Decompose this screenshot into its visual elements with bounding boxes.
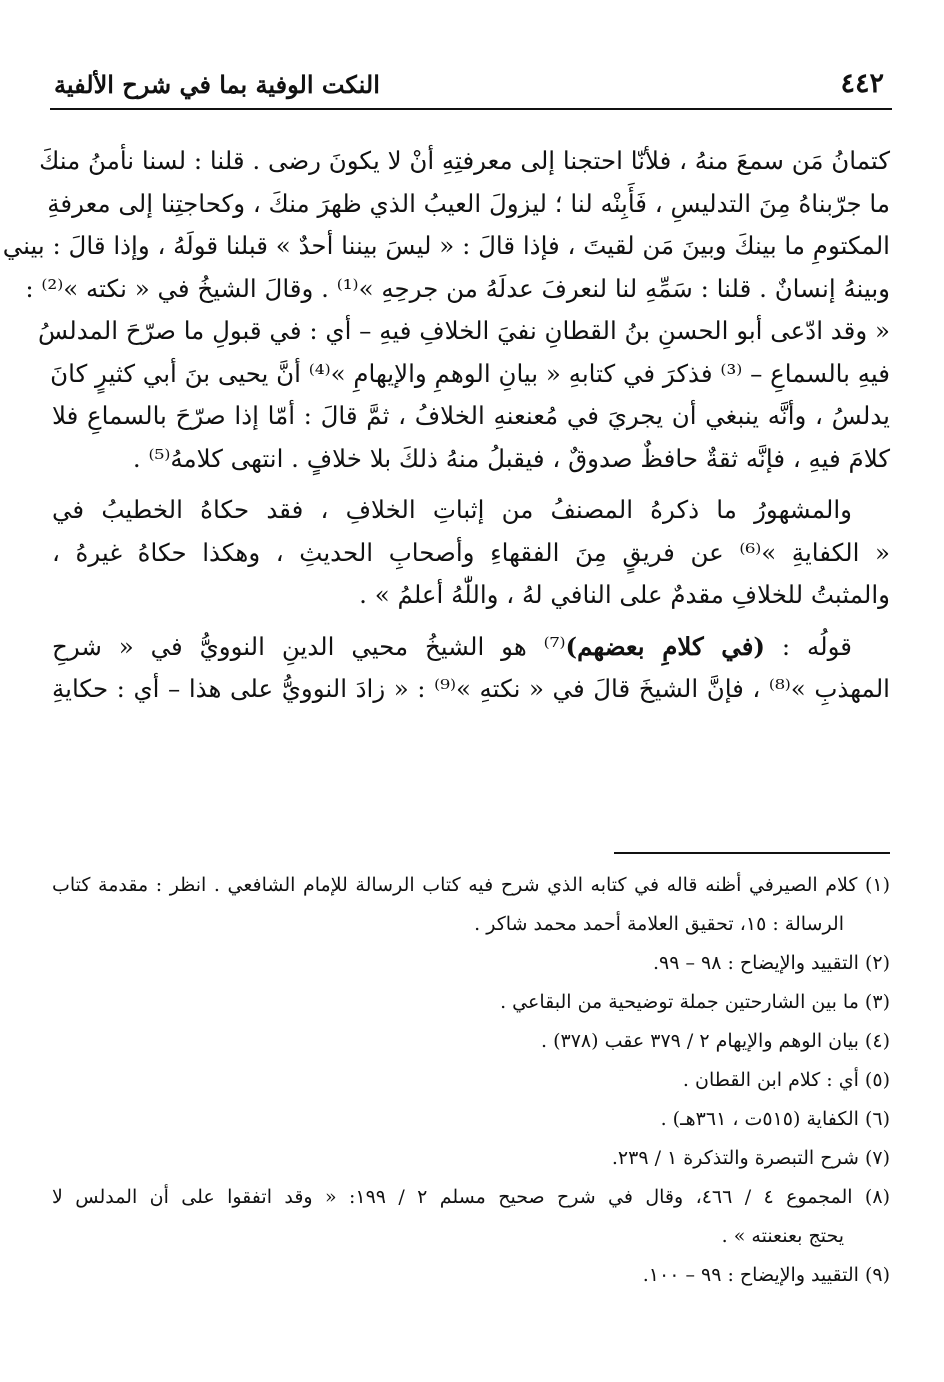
quote-lead: قولُه : — [765, 631, 852, 661]
text-line: كتمانُ مَن سمعَ منهُ ، فلأنّا احتجنا إلى معرفتِهِ أنْ لا يكونَ رضى . قلنا : لسنا نأمنُ منكَ — [39, 146, 890, 175]
text-line: فيهِ بالسماعِ – ⁽³⁾ فذكرَ في كتابهِ « بيانِ الوهمِ والإيهامِ »⁽⁴⁾ أنَّ يحيى بنَ أبي كثيرٍ كانَ — [50, 358, 890, 388]
running-title: النكت الوفية بما في شرح الألفية — [54, 70, 380, 99]
text-line — [52, 626, 890, 669]
text-line: المكتومِ ما بينكَ وبينَ مَن لقيتَ ، فإذا قالَ : « ليسَ بيننا أحدٌ » قبلنا قولَهُ ، وإذا قالَ : بيني — [2, 231, 890, 260]
paragraph-2 — [52, 489, 890, 617]
footnote-5: (٥) أي : كلام ابن القطان . — [682, 1069, 890, 1091]
quoted-phrase: (في كلامِ بعضهم) — [565, 631, 765, 661]
main-text — [2, 140, 891, 711]
footnote-1-continued: الرسالة : ١٥، تحقيق العلامة أحمد محمد شاكر . — [474, 913, 844, 935]
text-line: كلامَ فيهِ ، فإنَّه ثقةٌ حافظٌ صدوقٌ ، فيقبلُ منهُ ذلكَ بلا خلافٍ . انتهى كلامهُ⁽⁵⁾ . — [132, 443, 890, 473]
footnote-8-continued: يحتج بعنعنته » . — [721, 1225, 844, 1247]
text-line: « الكفايةِ »⁽⁶⁾ عن فريقٍ مِنَ الفقهاءِ وأصحابِ الحديثِ ، وهكذا حكاهُ غيرهُ ، — [52, 537, 891, 567]
footnote-text: (٨) المجموع ٤ / ٤٦٦، وقال في شرح صحيح مسلم ٢ / ١٩٩: « وقد اتفقوا على أن المدلس لا — [52, 1186, 890, 1208]
footnote-9: (٩) التقييد والإيضاح : ٩٩ – ١٠٠. — [642, 1264, 890, 1286]
footnote-3: (٣) ما بين الشارحتين جملة توضيحية من البقاعي . — [500, 991, 890, 1013]
footnote-4: (٤) بيان الوهم والإيهام ٢ / ٣٧٩ عقب (٣٧٨) . — [541, 1030, 890, 1052]
page-header — [50, 62, 892, 110]
text-line: المهذبِ »⁽⁸⁾ ، فإنَّ الشيخَ قالَ في « نكتهِ »⁽⁹⁾ : « زادَ النوويُّ على هذا – أي : حكايةِ — [52, 674, 890, 703]
footnote-text: (١) كلام الصيرفي أظنه قاله في كتابه الذي شرح فيه كتاب الرسالة للإمام الشافعي . انظر : مقدمة كتاب — [52, 874, 890, 896]
paragraph-3 — [52, 626, 890, 711]
paragraph-1 — [2, 140, 890, 480]
text-line: والمشهورُ ما ذكرهُ المصنفُ من إثباتِ الخلافِ ، فقد حكاهُ الخطيبُ في — [52, 495, 852, 524]
text-line: ما جرّبناهُ مِنَ التدليسِ ، فَأَبِنْه لنا ؛ ليزولَ العيبُ الذي ظهرَ منكَ ، وكحاجتِنا إلى معرفةِ — [47, 188, 890, 218]
text-line: « وقد ادّعى أبو الحسنِ بنُ القطانِ نفيَ الخلافِ فيهِ – أي : في قبولِ ما صرّحَ المدلسُ — [38, 316, 890, 345]
footnote-2: (٢) التقييد والإيضاح : ٩٨ – ٩٩. — [652, 952, 890, 974]
text-line: يدلسُ ، وأنَّه ينبغي أن يجريَ في مُعنعنهِ الخلافُ ، ثمَّ قالَ : أمّا إذا صرّحَ بالسماعِ فلا — [52, 401, 890, 430]
footnotes — [52, 866, 890, 1295]
quote-rest: ⁽⁷⁾ هو الشيخُ محيي الدينِ النوويُّ في « شرحِ — [52, 631, 566, 661]
footnote-8 — [52, 1178, 890, 1217]
footnote-7: (٧) شرح التبصرة والتذكرة ١ / ٢٣٩. — [611, 1147, 890, 1169]
page-number: ٤٤٢ — [840, 68, 884, 99]
footnote-6: (٦) الكفاية (٥١٥ت ، ٣٦١هـ) . — [660, 1108, 890, 1130]
text-line: والمثبتُ للخلافِ مقدمٌ على النافي لهُ ، واللّٰهُ أعلمُ » . — [359, 580, 890, 609]
footnote-1 — [52, 866, 890, 905]
text-line: وبينهُ إنسانٌ . قلنا : سَمِّهِ لنا لنعرفَ عدلَهُ من جرحِهِ »⁽¹⁾ . وقالَ الشيخُ في « نكته »⁽²⁾ : — [25, 273, 890, 303]
footnote-divider — [614, 852, 890, 854]
